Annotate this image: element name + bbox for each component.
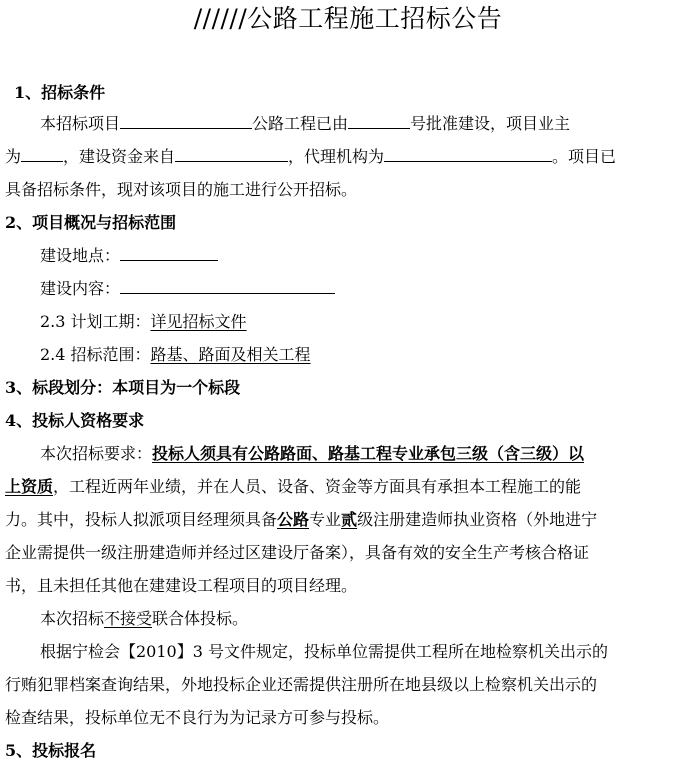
tender-scope-row [40,344,311,366]
section-4-heading: 4、投标人资格要求 [5,411,145,430]
section-1-line-2 [5,146,616,168]
text-segment: ，代理机构为 [288,147,385,166]
project-name-blank [120,113,252,129]
section-5-heading: 5、投标报名 [5,741,97,760]
planned-period-row [40,311,247,333]
text-segment: ，建设资金来自 [63,147,176,166]
tender-scope-label: 2.4 招标范围： [40,345,151,364]
specialty-emphasis: 公路 [277,510,310,529]
planned-period-label: 2.3 计划工期： [40,312,151,331]
text-segment: 为 [5,147,22,166]
funding-source-blank [175,146,288,162]
qualification-requirement-emphasis: 投标人须具有公路路面、路基工程专业承包三级（含三级）以 [152,444,585,463]
construction-content-label: 建设内容： [40,279,121,298]
section-1-line-1 [40,113,570,135]
planned-period-value: 详见招标文件 [150,312,247,331]
text-segment: ，工程近两年业绩，并在人员、设备、资金等方面具有承担本工程施工的能 [53,477,582,496]
text-segment: 联合体投标。 [152,609,249,628]
qualification-line-1 [40,443,584,465]
qualification-line-5: 书，且未担任其他在建建设工程项目的项目经理。 [5,576,358,595]
construction-location-blank [120,245,218,261]
section-2-heading: 2、项目概况与招标范围 [5,213,177,232]
document-title: //////公路工程施工招标公告 [193,4,503,33]
grade-emphasis: 贰 [341,510,358,529]
construction-content-blank [120,278,335,294]
qualification-requirement-emphasis-end: 上资质 [5,477,54,496]
qualification-line-2 [5,476,581,498]
text-segment: 号批准建设，项目业主 [410,114,571,133]
joint-venture-line [40,608,248,630]
bribery-record-line-3: 检查结果，投标单位无不良行为为记录方可参与投标。 [5,708,390,727]
section-3-heading: 3、标段划分：本项目为一个标段 [5,378,241,397]
owner-blank [21,146,63,162]
text-segment: 本次招标要求： [40,444,153,463]
text-segment: 力。其中，投标人拟派项目经理须具备 [5,510,278,529]
section-1-heading: 1、招标条件 [14,83,106,102]
qualification-line-4: 企业需提供一级注册建造师并经过区建设厅备案），具备有效的安全生产考核合格证 [5,543,590,562]
bribery-record-line-1: 根据宁检会【2010】3 号文件规定，投标单位需提供工程所在地检察机关出示的 [40,642,608,661]
construction-content-row [40,278,335,300]
text-segment: 本招标项目 [40,114,121,133]
text-segment: 级注册建造师执业资格（外地进宁 [357,510,598,529]
not-accepted-emphasis: 不接受 [104,609,153,628]
text-segment: 专业 [309,510,342,529]
text-segment: 。项目已 [552,147,617,166]
construction-location-row [40,245,218,267]
text-segment: 公路工程已由 [252,114,349,133]
text-segment: 本次招标 [40,609,105,628]
construction-location-label: 建设地点： [40,246,121,265]
approval-number-blank [348,113,410,129]
agency-blank [384,146,552,162]
tender-scope-value: 路基、路面及相关工程 [150,345,311,364]
qualification-line-3 [5,509,597,531]
section-1-line-3: 具备招标条件，现对该项目的施工进行公开招标。 [5,180,358,199]
bribery-record-line-2: 行贿犯罪档案查询结果，外地投标企业还需提供注册所在地县级以上检察机关出示的 [5,675,598,694]
